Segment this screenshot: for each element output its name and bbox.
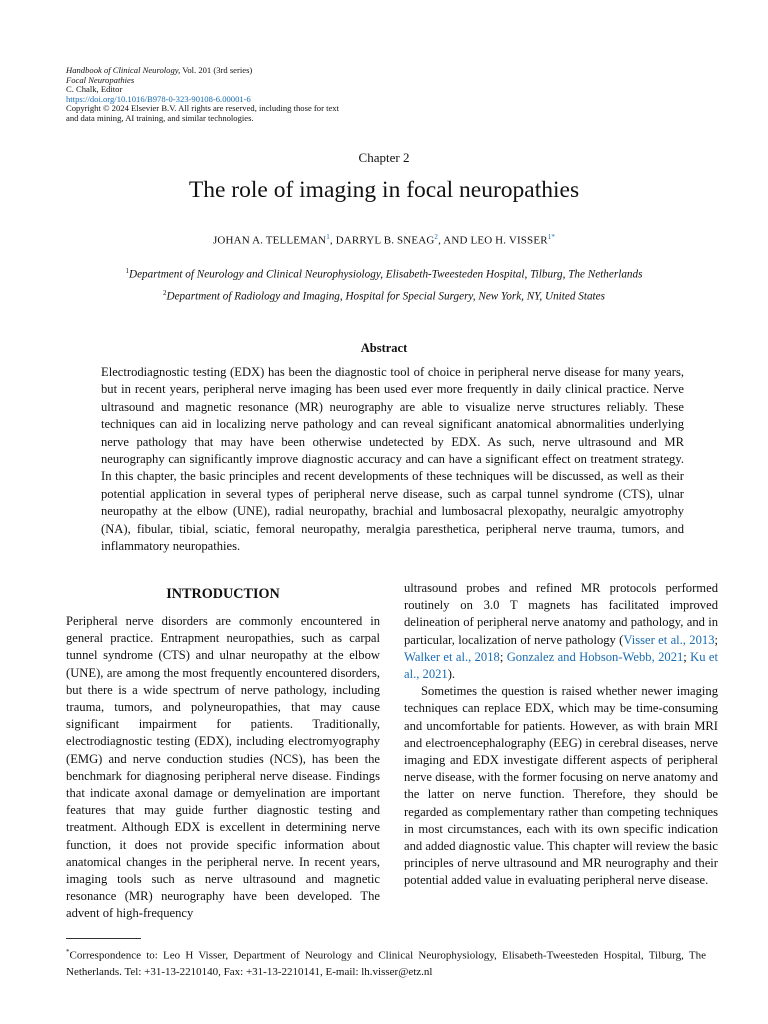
publication-header <box>66 66 396 123</box>
author-affil-link[interactable]: 2 <box>434 233 439 241</box>
introduction-paragraph-1: Peripheral nerve disorders are commonly encountered in general practice. Entrapment neuropathies, such as carpal tunnel syndrome (CTS) and ulnar neuropathy at the elbow (UNE), are among the most frequently encountered disorders, but there is a wide spectrum of nerve pathology, including trauma, tumors, and polyneuropathies, that may cause significant impairment for patients. Traditionally, electrodiagnostic testing (EDX), including electromyography (EMG) and nerve conduction studies (NCS), has been the benchmark for diagnosing peripheral nerve disease. Findings that indicate axonal damage or demyelination are important features that may guide further diagnostic testing and treatment. Although EDX is excellent in determining nerve function, it does not provide specific information about anatomical changes in the peripheral nerve. In recent years, imaging tools such as nerve ultrasound and magnetic resonance (MR) neurography have been developed. The advent of high-frequency <box>66 614 380 921</box>
copyright-line-1: Copyright © 2024 Elsevier B.V. All rights are reserved, including those for text <box>66 103 339 113</box>
doi-link[interactable]: https://doi.org/10.1016/B978-0-323-90108-6.00001-6 <box>66 93 251 104</box>
introduction-paragraph-2: Sometimes the question is raised whether newer imaging techniques can replace EDX, which may be time-consuming and uncomfortable for patients. However, as with brain MRI and electroencephalography (EEG) in cerebral diseases, nerve imaging and EDX investigate different aspects of peripheral nerve disease, with the former focusing on nerve anatomy and the latter on nerve function. Therefore, they should be regarded as complementary rather than competing techniques in most circumstances, each with its own specific indication and added diagnostic value. This chapter will review the basic principles of nerve ultrasound and MR neurography and their potential added value in evaluating peripheral nerve disease. <box>404 684 718 888</box>
abstract-heading: Abstract <box>360 341 408 355</box>
citation-link[interactable]: Visser et al., 2013 <box>623 632 715 647</box>
author-visser: , AND LEO H. VISSER <box>438 234 548 247</box>
chapter-title: The role of imaging in focal neuropathies <box>188 177 580 203</box>
correspondence-footnote: *Correspondence to: Leo H Visser, Department of Neurology and Clinical Neurophysiology, Elisabeth-Tweesteden Hospital, Tilburg, The Netherlands. Tel: +31-13-2210140, Fax: +31-13-2210141, E-mail: lh.visser@etz.nl <box>66 948 706 978</box>
right-column <box>404 580 718 890</box>
affiliation-1: $^1$Department of Neurology and Clinical Neurophysiology, Elisabeth-Tweesteden Hospital, Tilburg, The Netherlands <box>125 267 643 281</box>
author-sneag: , DARRYL B. SNEAG <box>329 234 435 247</box>
volume-title: Focal Neuropathies <box>66 74 135 85</box>
author-telleman: JOHAN A. TELLEMAN <box>212 234 327 247</box>
citation-link[interactable]: Ku et al., 2021 <box>404 649 719 682</box>
abstract-text: Electrodiagnostic testing (EDX) has been the diagnostic tool of choice in peripheral nerve disease for many years, but in recent years, peripheral nerve imaging has been used ever more frequently in daily clinical practice. Nerve ultrasound and magnetic resonance (MR) neurography are able to visualize nerve structures reliably. These techniques can aid in localizing nerve pathology and can reveal significant anatomical abnormalities underlying nerve pathology that may have been otherwise undetected by EDX. As such, nerve ultrasound and MR neurography can significantly improve diagnostic accuracy and can have a significant effect on treatment strategy. In this chapter, the basic principles and recent developments of these techniques will be discussed, as well as their potential application in several types of peripheral nerve disease, such as carpal tunnel syndrome (CTS), ulnar neuropathy at the elbow (UNE), radial neuropathy, brachial and lumbosacral plexopathy, neuralgic amyotrophy (NA), fibular, tibial, sciatic, femoral neuropathy, meralgia paresthetica, peripheral nerve trauma, tumors, and inflammatory neuropathies. <box>101 365 684 554</box>
citation-link[interactable]: Gonzalez and Hobson-Webb, 2021 <box>506 649 684 664</box>
left-column <box>66 580 380 923</box>
footnote-divider <box>66 938 141 939</box>
chapter-number: Chapter 2 <box>358 150 410 165</box>
introduction-heading: INTRODUCTION <box>166 586 280 602</box>
citation-link[interactable]: Walker et al., 2018 <box>404 649 500 664</box>
series-line: Handbook of Clinical Neurology, Vol. 201 (3rd series) <box>66 65 253 75</box>
author-affil-link[interactable]: 1* <box>547 233 555 241</box>
author-affil-link[interactable]: 1 <box>326 233 330 241</box>
introduction-paragraph-1-continued: ultrasound probes and refined MR protocols performed routinely on 3.0 T magnets has facilitated improved delineation of peripheral nerve anatomy and pathology, and in particular, localization of nerve pathology (Visser et al., 2013; Walker et al., 2018; Gonzalez and Hobson-Webb, 2021; Ku et al., 2021). <box>404 581 719 682</box>
copyright-line-2: and data mining, AI training, and similar technologies. <box>66 112 254 123</box>
author-list <box>0 233 768 247</box>
editor-line: C. Chalk, Editor <box>66 84 123 94</box>
affiliation-2: $^2$Department of Radiology and Imaging, Hospital for Special Surgery, New York, NY, United States <box>163 289 605 303</box>
